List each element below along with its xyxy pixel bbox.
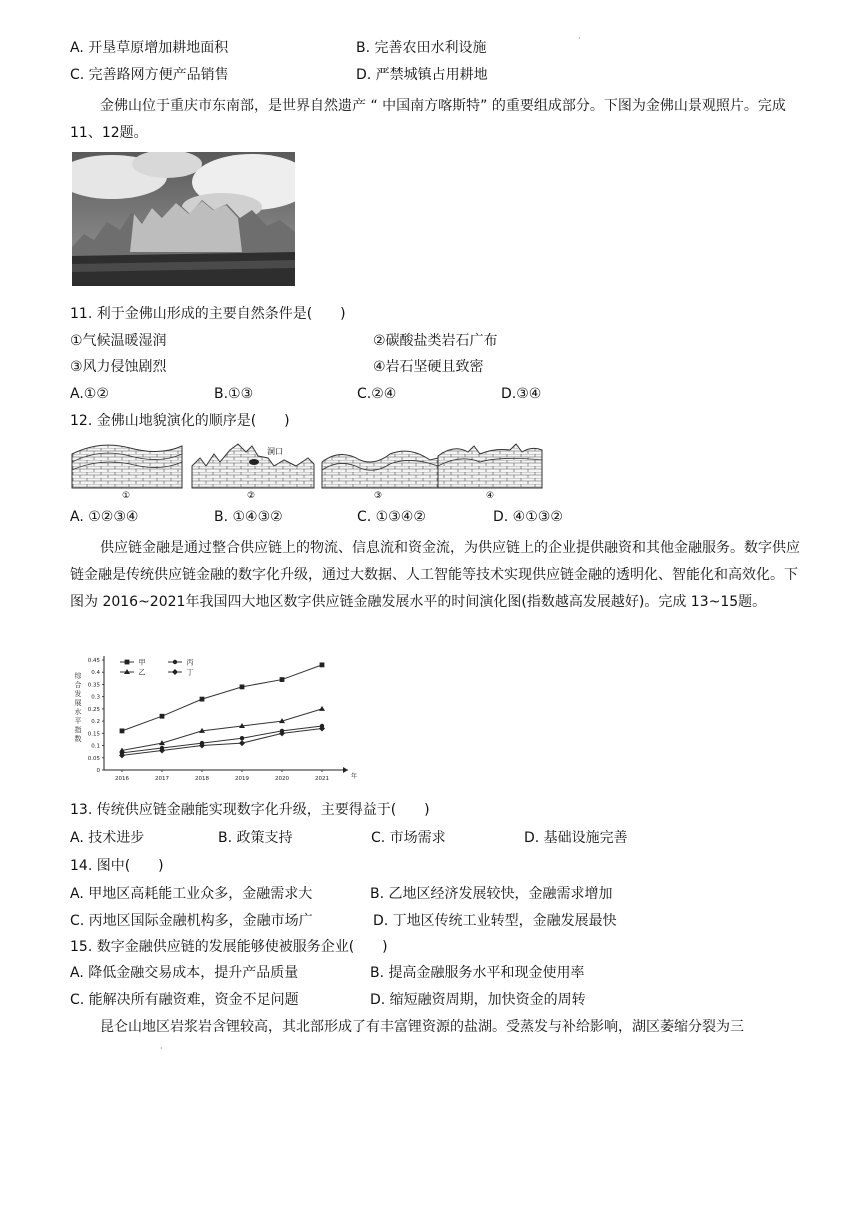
q15-option-c: C. 能解决所有融资难，资金不足问题 [70, 992, 299, 1008]
q10-option-a: A. 开垦草原增加耕地面积 [70, 40, 229, 56]
q13-stem: 13. 传统供应链金融能实现数字化升级，主要得益于( ) [70, 802, 430, 818]
y-tick-label: 0.45 [87, 658, 100, 664]
q11-option-c: C.②④ [357, 386, 397, 402]
x-tick-label: 2020 [275, 776, 289, 782]
data-point-甲 [280, 677, 285, 682]
q11-option-b: B.①③ [214, 386, 254, 402]
x-axis-arrow [343, 767, 348, 773]
stage-label-3: ③ [374, 491, 383, 501]
q11-option-a: A.①② [70, 386, 109, 402]
data-point-丙 [240, 736, 244, 740]
q14-option-b: B. 乙地区经济发展较快，金融需求增加 [370, 886, 613, 902]
q14-option-d: D. 丁地区传统工业转型，金融发展最快 [373, 913, 617, 929]
q13-option-a: A. 技术进步 [70, 830, 145, 846]
y-axis-label-char: 平 [74, 717, 82, 725]
jinfoshan-photo [72, 152, 295, 286]
data-point-乙 [319, 706, 325, 711]
q11-item-3: ③风力侵蚀剧烈 [70, 359, 167, 375]
q12-option-c: C. ①③④② [357, 509, 426, 525]
stage-label-1: ① [122, 491, 131, 501]
stage-label-2: ② [247, 491, 256, 501]
landform-stage-1 [72, 445, 182, 488]
y-axis-label-char: 水 [74, 708, 82, 716]
stray-dot: · [160, 1044, 163, 1053]
legend-label: 丁 [186, 668, 194, 677]
q15-option-a: A. 降低金融交易成本，提升产品质量 [70, 965, 299, 981]
stage-label-4: ④ [486, 491, 495, 501]
q12-stem: 12. 金佛山地貌演化的顺序是( ) [70, 413, 290, 429]
y-axis-label-char: 展 [74, 699, 82, 707]
landform-stage-4 [438, 444, 542, 488]
x-tick-label: 2019 [235, 776, 249, 782]
q13-option-b: B. 政策支持 [218, 830, 293, 846]
legend-marker-丙 [173, 660, 177, 664]
legend-label: 丙 [186, 658, 194, 667]
data-point-甲 [120, 728, 125, 733]
y-axis-label-char: 发 [74, 690, 82, 698]
q15-stem: 15. 数字金融供应链的发展能够使被服务企业( ) [70, 939, 388, 955]
legend-marker-丁 [172, 669, 178, 675]
q12-option-a: A. ①②③④ [70, 509, 139, 525]
q12-option-b: B. ①④③② [214, 509, 283, 525]
q11-item-4: ④岩石坚硬且致密 [373, 359, 484, 375]
q11-item-1: ①气候温暖湿润 [70, 333, 167, 349]
q14-option-a: A. 甲地区高耗能工业众多，金融需求大 [70, 886, 313, 902]
y-tick-label: 0 [96, 768, 100, 774]
y-tick-label: 0.15 [87, 731, 100, 738]
q15-option-b: B. 提高金融服务水平和现金使用率 [370, 965, 585, 981]
finance-line-chart [64, 648, 364, 786]
q12-option-d: D. ④①③② [493, 509, 563, 525]
stray-dot: · [578, 34, 581, 43]
data-point-甲 [320, 662, 325, 667]
data-point-甲 [240, 684, 245, 689]
q14-option-c: C. 丙地区国际金融机构多，金融市场广 [70, 913, 313, 929]
y-tick-label: 0.05 [87, 755, 100, 762]
q10-option-c: C. 完善路网方便产品销售 [70, 67, 229, 83]
cave-icon [249, 459, 259, 465]
y-tick-label: 0.2 [91, 719, 100, 726]
series-line-甲 [122, 665, 322, 731]
q10-option-d: D. 严禁城镇占用耕地 [356, 67, 488, 83]
passage-jinfoshan: 金佛山位于重庆市东南部，是世界自然遗产 “ 中国南方喀斯特” 的重要组成部分。下图为金佛山景观照片。完成 11、12题。 [70, 98, 786, 141]
y-axis-label-char: 综 [74, 672, 82, 680]
x-tick-label: 2018 [195, 776, 209, 782]
x-tick-label: 2017 [155, 776, 169, 782]
y-tick-label: 0.25 [87, 706, 100, 713]
legend-label: 乙 [138, 668, 146, 677]
landform-stage-2 [192, 444, 314, 488]
data-point-甲 [160, 714, 165, 719]
landform-stage-3 [322, 451, 438, 488]
q15-option-d: D. 缩短融资周期，加快资金的周转 [370, 992, 586, 1008]
y-tick-label: 0.3 [91, 694, 100, 701]
y-axis-label-char: 数 [74, 735, 82, 743]
passage-supply-chain-finance: 供应链金融是通过整合供应链上的物流、信息流和资金流，为供应链上的企业提供融资和其他金融服务。数字供应链金融是传统供应链金融的数字化升级，通过大数据、人工智能等技术实现供应链金融的透明化、智能化和高效化。下图为 2016~2021年我国四大地区数字供应链金融发展水平的时间演化图(指数越高发展越好)。完成 13~15题。 [70, 540, 800, 610]
y-tick-label: 0.35 [87, 682, 100, 689]
cave-label: 洞口 [267, 447, 283, 456]
q13-option-d: D. 基础设施完善 [524, 830, 628, 846]
series-line-丙 [122, 726, 322, 753]
q10-option-b: B. 完善农田水利设施 [356, 40, 487, 56]
x-tick-label: 2016 [115, 776, 129, 782]
y-tick-label: 0.4 [91, 670, 100, 677]
landform-evolution-diagram [70, 436, 545, 502]
q14-stem: 14. 图中( ) [70, 858, 164, 874]
x-tick-label: 2021 [315, 776, 329, 782]
legend-label: 甲 [138, 658, 146, 667]
q11-option-d: D.③④ [501, 386, 542, 402]
q13-option-c: C. 市场需求 [371, 830, 446, 846]
y-axis-label-char: 合 [74, 681, 82, 689]
series-line-丁 [122, 728, 322, 755]
q11-item-2: ②碳酸盐类岩石广布 [373, 333, 498, 349]
x-axis-label: 年 [350, 773, 358, 780]
passage-kunlun: 昆仑山地区岩浆岩含锂较高，其北部形成了有丰富锂资源的盐湖。受蒸发与补给影响，湖区萎缩分裂为三 [100, 1019, 744, 1035]
q11-stem: 11. 利于金佛山形成的主要自然条件是( ) [70, 306, 346, 322]
y-tick-label: 0.1 [91, 743, 100, 750]
y-axis-label-char: 指 [74, 726, 82, 734]
data-point-丁 [239, 740, 245, 746]
legend-marker-甲 [125, 660, 130, 665]
data-point-甲 [200, 697, 205, 702]
